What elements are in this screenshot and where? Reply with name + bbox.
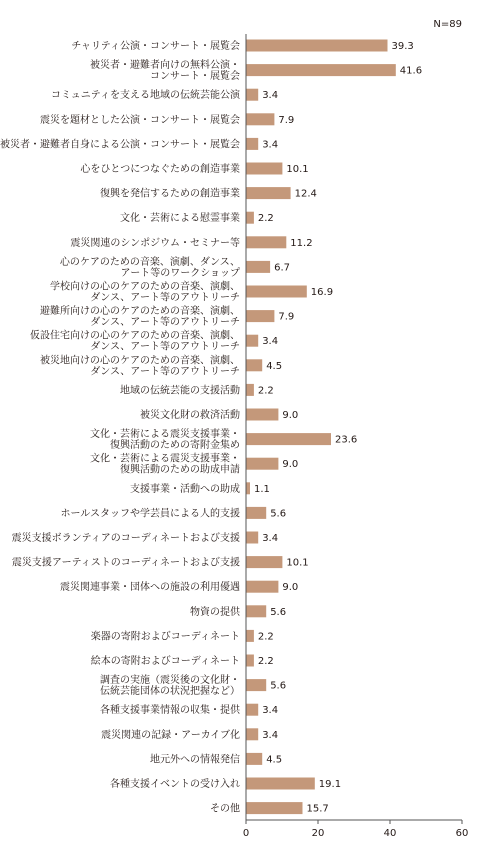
bar <box>246 630 254 642</box>
data-label: 2.2 <box>257 656 274 667</box>
bars <box>0 39 422 815</box>
data-label: 15.7 <box>306 803 329 815</box>
category-label-line: 調査の実施（震災後の文化財・ <box>100 675 240 687</box>
category-label <box>40 304 240 328</box>
data-label: 5.6 <box>270 680 287 692</box>
category-label <box>70 236 240 249</box>
category-label-line: 地元外への情報発信 <box>150 754 240 766</box>
bar <box>246 605 266 617</box>
category-label-line: 震災支援アーティストのコーディネートおよび支援 <box>11 557 240 569</box>
data-label: 41.6 <box>399 65 423 77</box>
category-label <box>90 427 240 451</box>
data-label: 2.2 <box>257 631 274 643</box>
category-label <box>130 482 240 495</box>
data-label: 5.6 <box>270 606 287 618</box>
category-label <box>150 752 240 765</box>
category-label <box>40 353 240 377</box>
bar <box>246 163 282 175</box>
x-tick-label: 0 <box>242 828 250 839</box>
bar <box>246 507 266 519</box>
bar <box>246 261 270 273</box>
data-label: 9.0 <box>282 410 299 421</box>
category-label <box>51 88 241 101</box>
sample-size-note: N=89 <box>433 19 462 30</box>
category-label-line: コンサート・展覧会 <box>150 71 240 83</box>
category-label-line: 物資の提供 <box>190 606 240 618</box>
category-label-line: 支援事業・活動への助成 <box>130 483 240 495</box>
category-label <box>100 187 240 200</box>
category-label <box>60 580 240 593</box>
data-label: 3.4 <box>262 729 279 741</box>
category-label-line: 復興を発信するための創造事業 <box>100 188 240 200</box>
category-label-line: 震災関連のシンポジウム・セミナー等 <box>70 237 240 249</box>
bar <box>246 384 254 396</box>
bar <box>246 581 278 593</box>
bar <box>246 753 262 765</box>
category-label <box>61 506 241 519</box>
category-label-line: 各種支援事業情報の収集・提供 <box>100 705 240 717</box>
category-label <box>60 255 240 279</box>
category-label-line: 絵本の寄附およびコーディネート <box>90 656 240 667</box>
x-tick-label: 60 <box>455 828 469 839</box>
data-label: 19.1 <box>318 779 342 790</box>
bar <box>246 187 291 199</box>
x-tick-label: 20 <box>311 828 325 839</box>
bar <box>246 655 254 667</box>
bar <box>246 359 262 371</box>
bar <box>246 236 286 248</box>
bar <box>246 679 266 691</box>
category-label <box>140 408 240 421</box>
category-label-line: 文化・芸術による震災支援事業・ <box>90 453 240 465</box>
bar <box>246 335 258 347</box>
bar <box>246 89 258 101</box>
bar <box>246 556 282 568</box>
category-label <box>90 58 240 82</box>
category-label-line: その他 <box>210 803 240 815</box>
category-label <box>100 703 241 716</box>
category-label <box>90 452 240 476</box>
bar <box>246 286 307 298</box>
bar <box>246 310 274 322</box>
category-label <box>210 802 240 815</box>
category-label <box>40 113 240 126</box>
data-label: 9.0 <box>282 582 299 594</box>
category-label <box>101 728 240 741</box>
data-label: 11.2 <box>290 237 313 249</box>
category-label <box>110 777 240 790</box>
category-label-line: 避難所向けの心のケアのための音楽、演劇、 <box>40 306 240 318</box>
category-label-line: 被災者・避難者自身による公演・コンサート・展覧会 <box>0 139 240 151</box>
category-label-line: 震災を題材とした公演・コンサート・展覧会 <box>40 114 240 126</box>
category-label <box>30 329 240 353</box>
data-label: 2.2 <box>257 213 274 225</box>
bar <box>246 433 331 445</box>
category-label <box>80 162 240 175</box>
category-label-line: 被災者・避難者向けの無料公演・ <box>90 60 240 72</box>
category-label-line: 楽器の寄附およびコーディネート <box>90 631 240 643</box>
data-label: 3.4 <box>262 705 279 717</box>
data-label: 39.3 <box>391 41 414 52</box>
data-label: 4.5 <box>266 754 283 766</box>
category-label-line: 学校向けの心のケアのための音楽、演劇、 <box>50 281 240 293</box>
data-label: 9.0 <box>282 459 299 471</box>
category-label-line: 被災文化財の救済活動 <box>140 410 240 421</box>
category-label <box>190 605 241 618</box>
bar <box>246 778 315 790</box>
bar <box>246 113 274 125</box>
category-label <box>120 211 240 224</box>
category-label-line: ダンス、アート等のアウトリーチ <box>90 366 240 378</box>
bar <box>246 704 258 716</box>
data-label: 7.9 <box>278 311 295 323</box>
category-label-line: 地域の伝統芸能の支援活動 <box>120 385 240 397</box>
bar <box>246 212 254 224</box>
category-label-line: ホールスタッフや学芸員による人的支援 <box>60 508 240 520</box>
category-label-line: 復興活動のための助成申請 <box>120 464 240 476</box>
bar <box>246 458 278 470</box>
category-label <box>91 629 240 642</box>
category-label <box>0 137 240 150</box>
category-label-line: 仮設住宅向けの心のケアのための音楽、演劇、 <box>30 330 240 342</box>
category-label-line: 被災地向けの心のケアのための音楽、演劇、 <box>40 355 240 367</box>
data-label: 7.9 <box>278 114 295 126</box>
category-label-line: 震災関連の記録・アーカイブ化 <box>101 729 240 741</box>
category-label <box>91 654 240 667</box>
bar <box>246 532 258 544</box>
category-label-line: 伝統芸能団体の状況把握など） <box>100 686 240 698</box>
bar <box>246 138 258 150</box>
data-label: 3.4 <box>262 533 279 544</box>
bar <box>246 409 278 421</box>
category-label-line: 心のケアのための音楽、演劇、ダンス、 <box>59 256 240 268</box>
category-label-line: コミュニティを支える地域の伝統芸能公演 <box>51 90 240 102</box>
category-label-line: 文化・芸術による震災支援事業・ <box>90 429 240 441</box>
category-label-line: アート等のワークショップ <box>120 267 240 279</box>
category-label-line: ダンス、アート等のアウトリーチ <box>90 317 240 329</box>
category-label <box>12 531 240 544</box>
bar <box>246 482 250 494</box>
category-label <box>71 39 240 52</box>
category-label-line: 震災関連事業・団体への施設の利用優遇 <box>60 582 240 594</box>
bar <box>246 64 396 76</box>
data-label: 16.9 <box>310 287 334 298</box>
data-label: 3.4 <box>262 139 279 151</box>
category-label-line: 震災支援ボランティアのコーディネートおよび支援 <box>11 533 240 544</box>
data-label: 1.1 <box>254 483 270 495</box>
category-label-line: 各種支援イベントの受け入れ <box>110 779 240 790</box>
data-label: 23.6 <box>335 434 358 446</box>
bar <box>246 728 258 740</box>
data-label: 6.7 <box>274 262 291 274</box>
category-label <box>12 556 240 569</box>
category-label-line: ダンス、アート等のアウトリーチ <box>90 341 240 353</box>
category-label-line: チャリティ公演・コンサート・展覧会 <box>71 41 240 52</box>
category-label <box>120 383 240 396</box>
data-label: 3.4 <box>262 336 279 348</box>
data-label: 10.1 <box>286 557 309 569</box>
data-label: 5.6 <box>270 508 287 520</box>
data-label: 2.2 <box>257 385 274 397</box>
category-label <box>100 673 240 697</box>
bar <box>246 40 388 52</box>
category-label-line: 復興活動のための寄附金集め <box>110 440 240 452</box>
category-label-line: 心をひとつにつなぐための創造事業 <box>80 164 240 175</box>
bar <box>246 802 303 814</box>
x-tick-label: 40 <box>383 828 397 839</box>
category-label-line: ダンス、アート等のアウトリーチ <box>90 292 240 304</box>
category-label-line: 文化・芸術による慰霊事業 <box>120 213 240 225</box>
category-label <box>50 280 240 304</box>
data-label: 3.4 <box>262 90 279 102</box>
data-label: 10.1 <box>286 164 309 175</box>
data-label: 4.5 <box>266 360 283 372</box>
data-label: 12.4 <box>294 188 317 200</box>
